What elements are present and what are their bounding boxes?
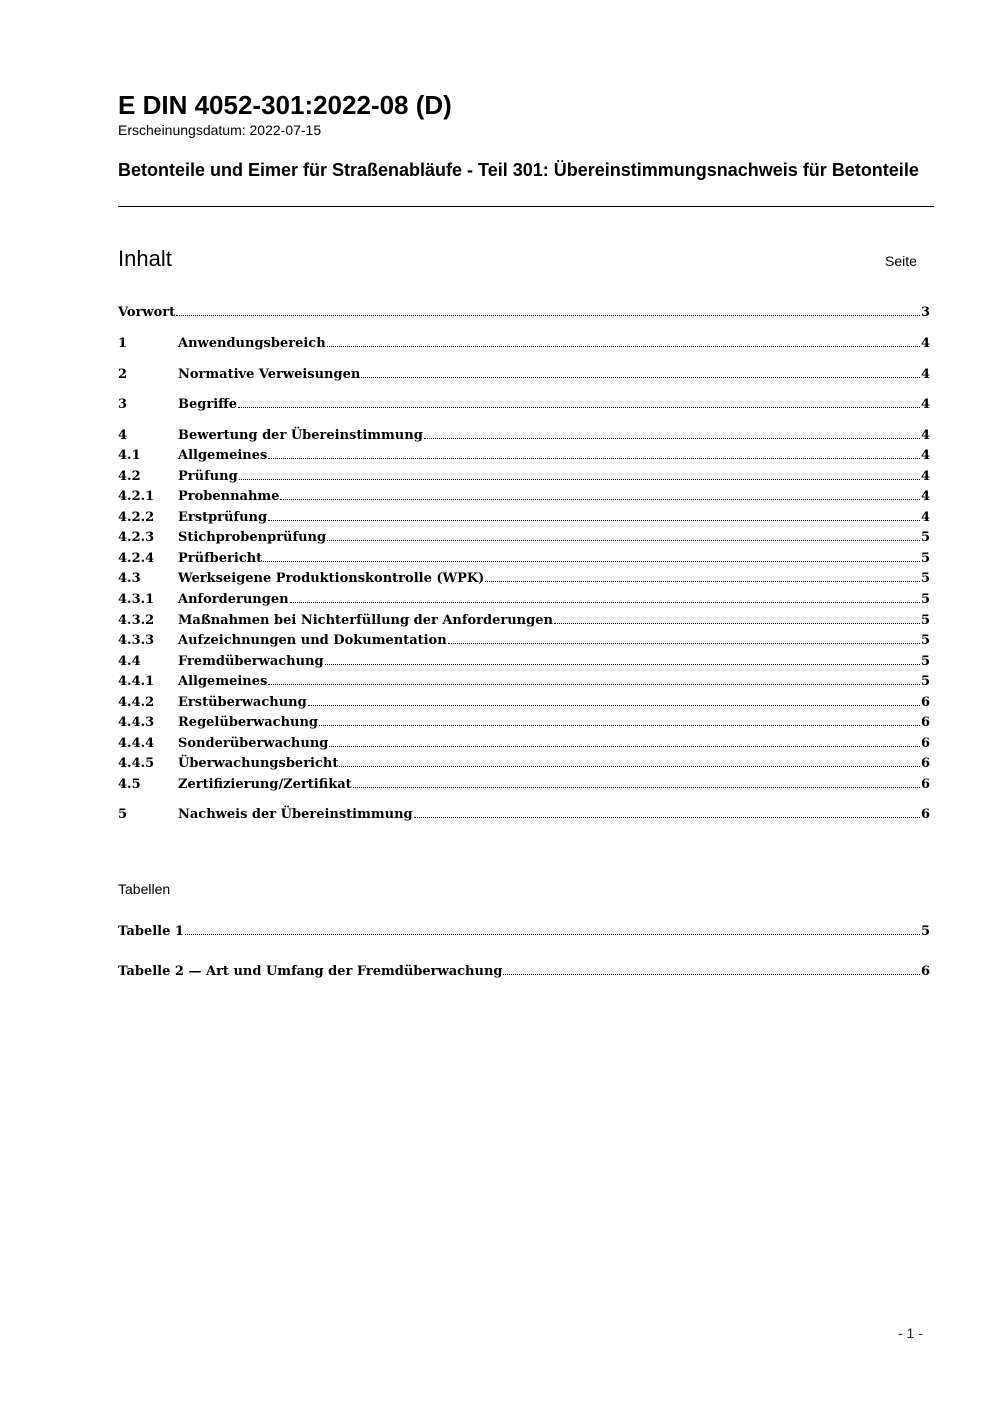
toc-entry[interactable] — [118, 733, 930, 752]
toc-entry-text: Prüfung — [178, 469, 238, 484]
toc-entry-page: 6 — [920, 756, 930, 771]
toc-entry-vorwort[interactable] — [118, 302, 930, 321]
document-title: Betonteile und Eimer für Straßenabläufe - Teil 301: Übereinstimmungsnachweis für Betonteile — [118, 160, 919, 180]
table-entry-page: 5 — [920, 924, 930, 939]
toc-entry[interactable] — [118, 692, 930, 711]
toc-entry-number: 4.4.3 — [118, 715, 155, 730]
toc-entry-page: 4 — [920, 367, 930, 382]
toc-entry-number: 4.4.4 — [118, 736, 155, 751]
dot-leader — [268, 445, 920, 459]
toc-entry[interactable] — [118, 445, 930, 464]
toc-entry-page: 5 — [920, 674, 930, 689]
toc-entry-page: 5 — [920, 592, 930, 607]
toc-entry[interactable] — [118, 364, 930, 383]
toc-entry-page: 5 — [920, 654, 930, 669]
dot-leader — [319, 712, 920, 726]
dot-leader — [268, 507, 920, 521]
toc-entry[interactable] — [118, 507, 930, 526]
page-column-heading: Seite — [885, 253, 917, 269]
toc-entry-text: Bewertung der Übereinstimmung — [178, 428, 423, 443]
dot-leader — [554, 610, 920, 624]
toc-entry-text: Zertifizierung/Zertifikat — [178, 777, 352, 792]
toc-entry-page: 4 — [920, 469, 930, 484]
toc-entry[interactable] — [118, 774, 930, 793]
dot-leader — [361, 364, 920, 378]
title-rule — [118, 206, 934, 207]
toc-entry[interactable] — [118, 753, 930, 772]
dot-leader — [308, 692, 920, 706]
toc-entry-page: 6 — [920, 777, 930, 792]
toc-entry-page: 4 — [920, 489, 930, 504]
toc-entry-text: Begriffe — [178, 397, 238, 412]
toc-entry[interactable] — [118, 630, 930, 649]
toc-entry-text: Erstprüfung — [178, 510, 268, 525]
toc-entry-text: Allgemeines — [178, 674, 268, 689]
table-entry-text: Tabelle 2 — Art und Umfang der Fremdüberwachung — [118, 964, 503, 979]
footer-page-number: - 1 - — [898, 1325, 923, 1341]
dot-leader — [263, 548, 920, 562]
toc-entry-number: 2 — [118, 367, 128, 382]
toc-entry-number: 4.4.1 — [118, 674, 155, 689]
toc-entry-page: 6 — [920, 736, 930, 751]
dot-leader — [327, 527, 920, 541]
document-id: E DIN 4052-301:2022-08 (D) — [118, 90, 452, 120]
dot-leader — [327, 333, 920, 347]
toc-entry-text: Fremdüberwachung — [178, 654, 324, 669]
tables-heading: Tabellen — [118, 881, 171, 897]
toc-entry[interactable] — [118, 486, 930, 505]
toc-entry-number: 4.3.3 — [118, 633, 155, 648]
toc-entry-number: 4.4.5 — [118, 756, 155, 771]
toc-entry-text: Erstüberwachung — [178, 695, 307, 710]
toc-entry[interactable] — [118, 804, 930, 823]
dot-leader — [424, 425, 920, 439]
dot-leader — [280, 486, 919, 500]
toc-entry[interactable] — [118, 671, 930, 690]
toc-entry-text: Anwendungsbereich — [178, 336, 326, 351]
toc-entry-number: 4.4 — [118, 654, 141, 669]
toc-entry[interactable] — [118, 394, 930, 413]
toc-entry-page: 4 — [920, 510, 930, 525]
toc-entry-number: 4.3.1 — [118, 592, 155, 607]
toc-entry-text: Stichprobenprüfung — [178, 530, 327, 545]
dot-leader — [325, 651, 920, 665]
toc-entry-page: 4 — [920, 397, 930, 412]
toc-entry-number: 1 — [118, 336, 128, 351]
toc-entry-number: 4.2.4 — [118, 551, 155, 566]
toc-entry-page: 4 — [920, 428, 930, 443]
toc-entry-number: 4.2 — [118, 469, 141, 484]
dot-leader — [503, 961, 919, 975]
toc-entry-page: 4 — [920, 336, 930, 351]
toc-entry[interactable] — [118, 651, 930, 670]
toc-entry-page: 5 — [920, 633, 930, 648]
toc-entry-text: Vorwort — [118, 305, 176, 320]
toc-entry-number: 4.1 — [118, 448, 141, 463]
toc-entry[interactable] — [118, 333, 930, 352]
toc-entry[interactable] — [118, 425, 930, 444]
table-entry-page: 6 — [920, 964, 930, 979]
toc-entry-text: Normative Verweisungen — [178, 367, 361, 382]
toc-entry-number: 4.2.3 — [118, 530, 155, 545]
dot-leader — [339, 753, 920, 767]
dot-leader — [176, 302, 920, 316]
toc-entry-page: 5 — [920, 571, 930, 586]
toc-entry[interactable] — [118, 712, 930, 731]
toc-entry[interactable] — [118, 589, 930, 608]
dot-leader — [268, 671, 920, 685]
table-entry[interactable] — [118, 921, 930, 940]
toc-entry-text: Überwachungsbericht — [178, 756, 339, 771]
toc-entry-text: Nachweis der Übereinstimmung — [178, 807, 413, 822]
toc-entry-number: 4.4.2 — [118, 695, 155, 710]
toc-entry-text: Prüfbericht — [178, 551, 263, 566]
dot-leader — [239, 466, 920, 480]
dot-leader — [414, 804, 920, 818]
toc-entry-text: Probennahme — [178, 489, 280, 504]
dot-leader — [238, 394, 920, 408]
toc-entry-number: 4.2.1 — [118, 489, 155, 504]
toc-entry-text: Werkseigene Produktionskontrolle (WPK) — [178, 571, 485, 586]
toc-entry-number: 4.3.2 — [118, 613, 155, 628]
toc-entry-page: 4 — [920, 448, 930, 463]
toc-entry-text: Anforderungen — [178, 592, 289, 607]
toc-entry-text: Aufzeichnungen und Dokumentation — [178, 633, 447, 648]
toc-entry[interactable] — [118, 568, 930, 587]
toc-entry[interactable] — [118, 610, 930, 629]
toc-entry-page: 5 — [920, 613, 930, 628]
toc-entry-number: 4.2.2 — [118, 510, 155, 525]
dot-leader — [485, 568, 920, 582]
toc-entry-number: 4.3 — [118, 571, 141, 586]
contents-heading: Inhalt — [118, 246, 172, 271]
toc-entry-text: Maßnahmen bei Nichterfüllung der Anforderungen — [178, 613, 553, 628]
toc-entry[interactable] — [118, 548, 930, 567]
toc-entry-text: Allgemeines — [178, 448, 268, 463]
dot-leader — [329, 733, 920, 747]
toc-entry[interactable] — [118, 527, 930, 546]
toc-entry-number: 3 — [118, 397, 128, 412]
table-entry-text: Tabelle 1 — [118, 924, 184, 939]
table-entry[interactable] — [118, 961, 930, 980]
dot-leader — [290, 589, 920, 603]
toc-entry[interactable] — [118, 466, 930, 485]
dot-leader — [185, 921, 920, 935]
toc-entry-text: Regelüberwachung — [178, 715, 319, 730]
toc-entry-text: Sonderüberwachung — [178, 736, 329, 751]
toc-entry-page: 6 — [920, 715, 930, 730]
toc-entry-page: 6 — [920, 807, 930, 822]
toc-entry-page: 6 — [920, 695, 930, 710]
toc-entry-number: 4 — [118, 428, 128, 443]
toc-entry-page: 5 — [920, 551, 930, 566]
toc-entry-number: 5 — [118, 807, 128, 822]
dot-leader — [448, 630, 920, 644]
toc-entry-number: 4.5 — [118, 777, 141, 792]
publication-date: Erscheinungsdatum: 2022-07-15 — [118, 122, 322, 138]
toc-entry-page: 3 — [920, 305, 930, 320]
dot-leader — [353, 774, 920, 788]
toc-entry-page: 5 — [920, 530, 930, 545]
